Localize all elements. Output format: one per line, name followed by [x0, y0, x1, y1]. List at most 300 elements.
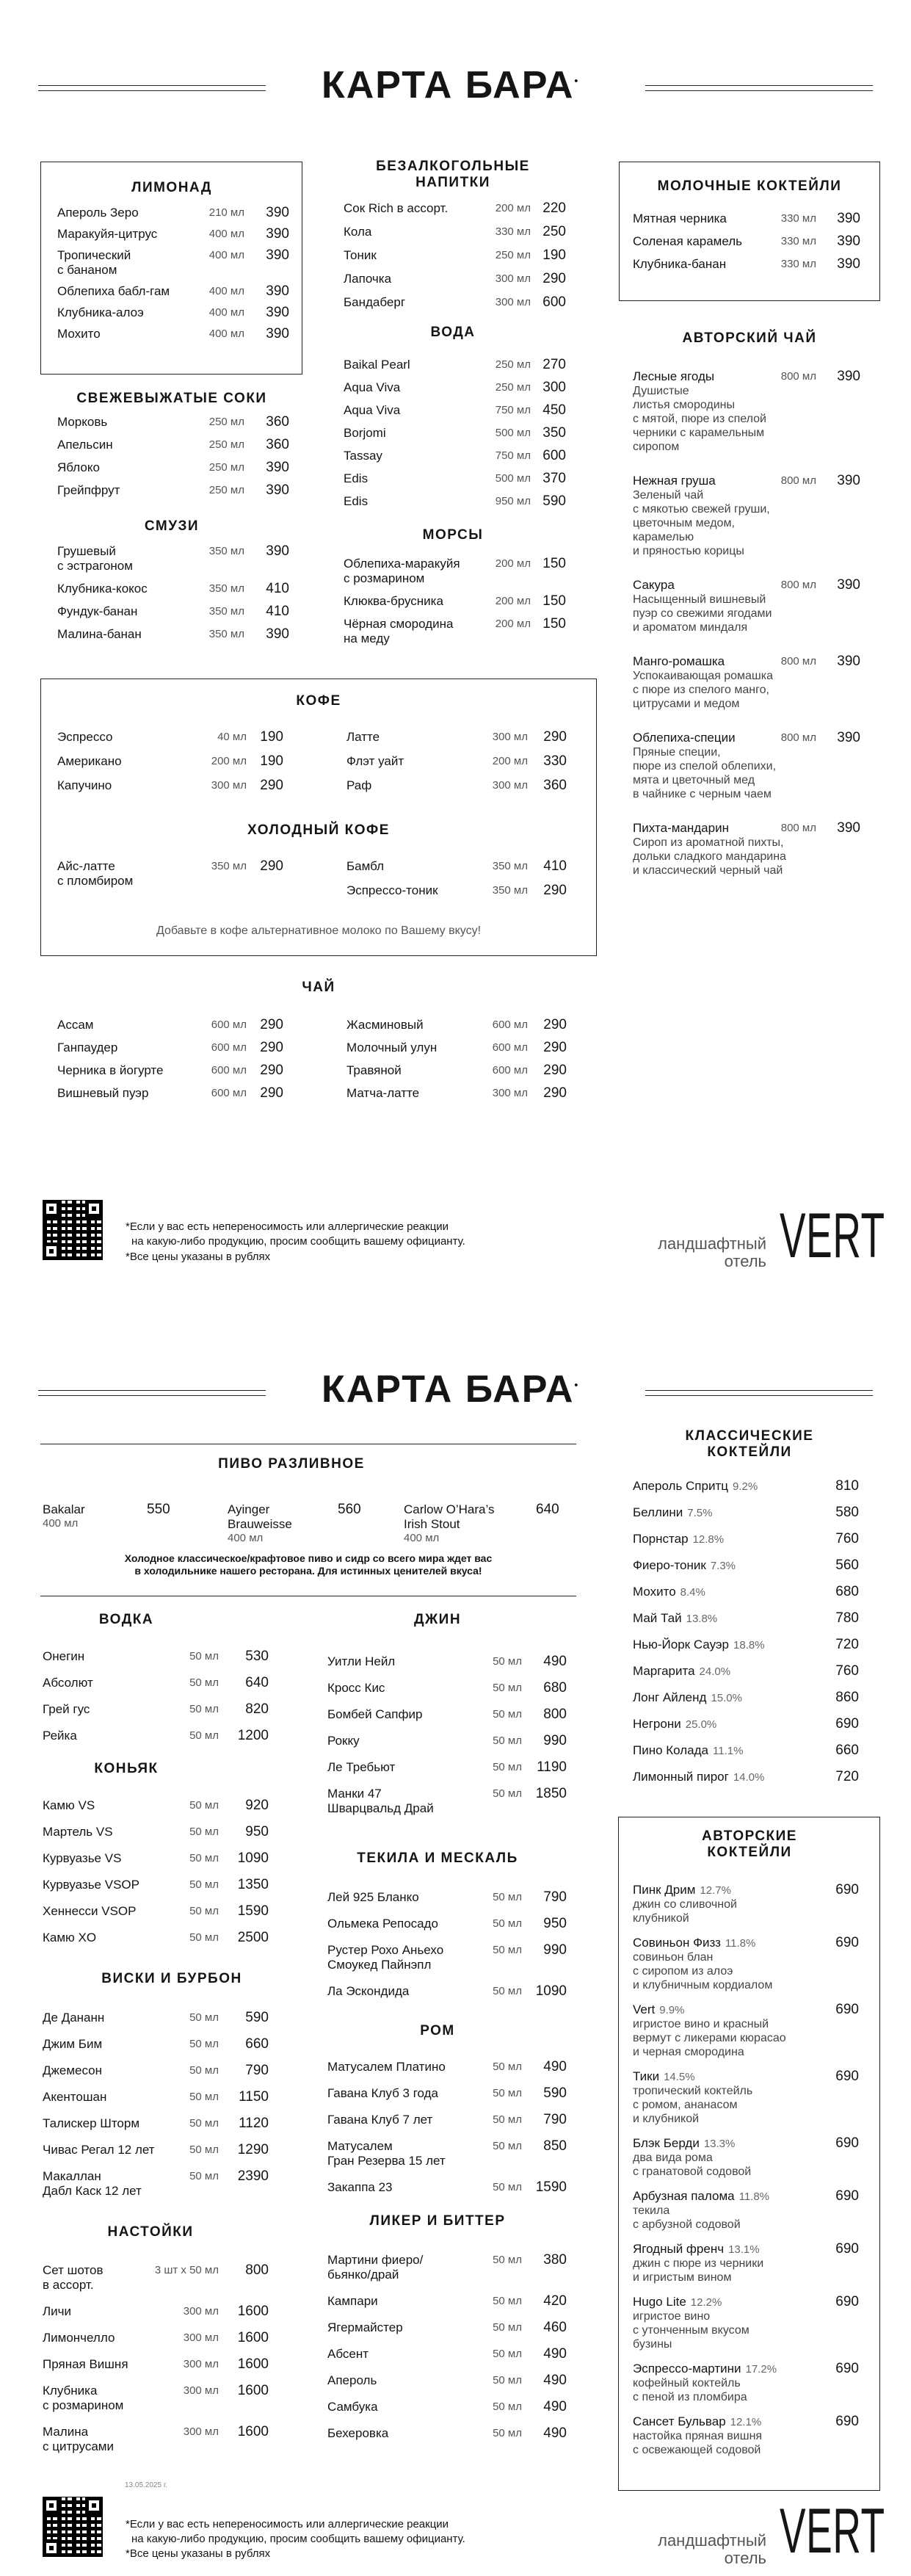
item-volume: 300 мл [211, 779, 247, 792]
item-price: 1600 [237, 2330, 269, 2345]
item-name: Сансет Бульвар 12.1% [633, 2414, 762, 2428]
item-price: 1350 [237, 1877, 269, 1892]
item-price: 600 [542, 294, 566, 310]
prices-note: *Все цены указаны в рублях [126, 1251, 271, 1263]
item-name: Талискер Шторм [43, 2116, 140, 2130]
item-price: 690 [835, 2069, 859, 2084]
item-description: Пряные специи, пюре из спелой облепихи, мята и цветочный мед в чайнике с черным чаем [633, 746, 777, 800]
item-name: Черника в йогурте [57, 1063, 164, 1077]
item-name: Ле Требьют [327, 1760, 396, 1774]
item-name: Пинк Дрим 12.7% [633, 1883, 731, 1897]
item-name: Edis [344, 471, 369, 485]
item-price: 660 [835, 1743, 859, 1758]
item-volume: 250 мл [208, 484, 244, 496]
item-price: 720 [835, 1769, 859, 1784]
item-price: 220 [542, 200, 566, 216]
item-volume: 300 мл [492, 731, 528, 743]
item-volume: 200 мл [492, 755, 528, 767]
item-price: 800 [543, 1707, 567, 1722]
item-name: Bakalar [43, 1502, 85, 1516]
item-name: Уитли Нейл [327, 1654, 396, 1668]
item-volume: 750 мл [495, 404, 531, 416]
item-volume: 300 мл [495, 272, 531, 285]
item-abv: 24.0% [699, 1665, 731, 1678]
item-price: 490 [543, 2373, 567, 2388]
item-name: Самбука [327, 2400, 378, 2414]
item-name: Aqua Viva [344, 403, 401, 417]
item-price: 390 [837, 256, 860, 272]
item-price: 290 [543, 1040, 567, 1055]
item-volume: 50 мл [493, 1682, 522, 1694]
item-price: 290 [260, 1063, 283, 1078]
item-price: 530 [245, 1649, 269, 1664]
item-name: Мартель VS [43, 1825, 113, 1839]
item-volume: 50 мл [493, 2400, 522, 2413]
item-name: Рейка [43, 1729, 77, 1743]
item-name: Закаппа 23 [327, 2180, 393, 2194]
item-name: Апероль Спритц 9.2% [633, 1479, 758, 1493]
item-abv: 7.3% [710, 1560, 736, 1572]
coffee-note: Добавьте в кофе альтернативное молоко по Вашему вкусу! [156, 925, 482, 937]
item-name: Aqua Viva [344, 380, 401, 394]
item-name: Эспрессо-тоник [346, 883, 438, 897]
item-name: Пихта-мандарин [633, 821, 729, 835]
item-name: Апероль Зеро [57, 206, 139, 220]
item-volume: 800 мл [780, 370, 816, 383]
item-name: Baikal Pearl [344, 358, 410, 372]
item-abv: 11.8% [725, 1937, 756, 1950]
item-name: Негрони 25.0% [633, 1717, 717, 1731]
item-name: Мятная черника [633, 211, 727, 225]
item-price: 190 [260, 753, 283, 769]
item-volume: 50 мл [493, 1787, 522, 1800]
section-heading: ДЖИН [413, 1612, 462, 1627]
item-abv: 8.4% [680, 1586, 705, 1599]
item-volume: 350 мл [208, 605, 244, 618]
item-price: 1600 [237, 2383, 269, 2398]
item-price: 560 [835, 1557, 859, 1573]
item-volume: 50 мл [493, 1891, 522, 1903]
item-name: Курвуазье VSOP [43, 1878, 139, 1892]
item-name: Сакура [633, 578, 675, 592]
item-abv: 12.7% [700, 1884, 731, 1897]
item-price: 410 [266, 604, 289, 619]
item-volume: 400 мл [208, 285, 244, 297]
item-name: Сок Rich в ассорт. [344, 201, 449, 215]
item-name: Клюква-брусника [344, 594, 443, 608]
item-name: Манго-ромашка [633, 654, 725, 668]
item-name: Абсент [327, 2347, 369, 2361]
item-name: Эспрессо-мартини 17.2% [633, 2362, 777, 2376]
item-price: 810 [835, 1478, 859, 1494]
item-name: Тропический с бананом [57, 248, 131, 277]
item-name: Тики 14.5% [633, 2069, 695, 2083]
item-name: Маргарита 24.0% [633, 1664, 731, 1678]
section-heading: БЕЗАЛКОГОЛЬНЫЕ НАПИТКИ [376, 159, 530, 190]
item-volume: 50 мл [189, 1852, 219, 1864]
item-price: 290 [260, 858, 283, 874]
item-volume: 330 мл [495, 225, 531, 238]
item-abv: 17.2% [745, 2363, 777, 2376]
item-name: Лесные ягоды [633, 369, 715, 383]
item-name: Раф [346, 778, 372, 792]
item-volume: 250 мл [208, 416, 244, 428]
item-name: Манки 47 Шварцвальд Драй [327, 1787, 434, 1815]
item-volume: 200 мл [211, 755, 247, 767]
item-price: 680 [543, 1680, 567, 1696]
item-price: 1600 [237, 2424, 269, 2439]
item-price: 290 [543, 883, 567, 898]
item-abv: 9.2% [733, 1480, 758, 1493]
item-description: Успокаивающая ромашка с пюре из спелого манго, цитрусами и медом [633, 670, 774, 710]
item-description: текила с арбузной содовой [633, 2204, 741, 2231]
item-abv: 13.8% [686, 1613, 718, 1625]
item-abv: 12.8% [692, 1533, 725, 1546]
item-volume: 50 мл [189, 2091, 219, 2103]
item-name: Ганпаудер [57, 1041, 118, 1054]
item-volume: 50 мл [189, 2064, 219, 2077]
item-price: 640 [245, 1675, 269, 1690]
item-name: Бандаберг [344, 295, 406, 309]
item-price: 290 [543, 729, 567, 745]
item-price: 390 [837, 654, 860, 669]
item-name: Клубника с розмарином [43, 2384, 124, 2412]
item-name: Яблоко [57, 460, 100, 474]
item-volume: 250 мл [208, 461, 244, 474]
item-volume: 250 мл [208, 438, 244, 451]
item-volume: 600 мл [211, 1041, 247, 1054]
qr-code[interactable] [43, 1200, 103, 1260]
item-price: 290 [260, 1017, 283, 1032]
item-abv: 14.0% [733, 1771, 765, 1784]
item-name: Соленая карамель [633, 234, 743, 248]
item-volume: 330 мл [780, 235, 816, 247]
item-name: Макаллан Дабл Каск 12 лет [43, 2169, 142, 2198]
item-volume: 330 мл [780, 212, 816, 225]
item-price: 720 [835, 1637, 859, 1652]
item-name: Клубника-кокос [57, 582, 148, 596]
item-volume: 350 мл [492, 884, 528, 897]
item-price: 390 [266, 482, 289, 498]
section-heading: АВТОРСКИЙ ЧАЙ [682, 330, 817, 346]
item-name: Совиньон Физз 11.8% [633, 1936, 756, 1950]
item-volume: 800 мл [780, 822, 816, 834]
prices-note-2: *Все цены указаны в рублях [126, 2547, 271, 2560]
item-name: Флэт уайт [346, 754, 404, 768]
coffee-box [40, 679, 597, 956]
item-price: 690 [835, 2135, 859, 2151]
qr-code-2[interactable] [43, 2497, 103, 2557]
item-volume: 3 шт х 50 мл [154, 2264, 219, 2276]
item-name: Edis [344, 494, 369, 508]
item-name: Травяной [346, 1063, 402, 1077]
item-volume: 50 мл [493, 2254, 522, 2266]
item-name: Чёрная смородина на меду [344, 617, 454, 645]
item-volume: 350 мл [208, 628, 244, 640]
item-price: 1850 [535, 1786, 567, 1801]
item-volume: 600 мл [211, 1087, 247, 1099]
item-name: Бехеровка [327, 2426, 389, 2440]
item-name: Капучино [57, 778, 112, 792]
item-volume: 50 мл [493, 2113, 522, 2126]
item-price: 690 [835, 1716, 859, 1732]
item-price: 390 [837, 730, 860, 745]
item-name: Ayinger Brauweisse [228, 1502, 292, 1531]
item-price: 190 [542, 247, 566, 263]
item-price: 390 [837, 473, 860, 488]
item-name: Tassay [344, 449, 382, 463]
item-name: Тоник [344, 248, 377, 262]
title-rule-right [645, 85, 873, 91]
item-price: 1200 [237, 1728, 269, 1743]
item-price: 390 [266, 305, 289, 320]
beer-note: Холодное классическое/крафтовое пиво и сидр со всего мира ждет вас в холодильнике нашего ресторана. Для истинных ценителей вкуса! [124, 1552, 493, 1577]
item-volume: 300 мл [183, 2305, 219, 2318]
item-price: 290 [542, 271, 566, 286]
item-name: Сет шотов в ассорт. [43, 2263, 104, 2292]
item-name: Порнстар 12.8% [633, 1532, 725, 1546]
section-heading: ПИВО РАЗЛИВНОЕ [218, 1456, 365, 1472]
item-price: 150 [542, 556, 566, 571]
item-volume: 950 мл [495, 495, 531, 507]
item-abv: 14.5% [664, 2071, 695, 2083]
item-name: Фиеро-тоник 7.3% [633, 1558, 736, 1572]
item-price: 290 [543, 1017, 567, 1032]
item-description: игристое вино и красный вермут с ликерами кюрасао и черная смородина [633, 2018, 786, 2058]
item-price: 410 [543, 858, 567, 874]
item-price: 390 [266, 543, 289, 559]
item-volume: 600 мл [492, 1019, 528, 1031]
item-name: Облепиха-маракуйя с розмарином [344, 557, 460, 585]
section-heading: МОРСЫ [422, 527, 484, 543]
item-abv: 9.9% [659, 2004, 685, 2016]
item-abv: 18.8% [733, 1639, 765, 1651]
section-heading: ТЕКИЛА И МЕСКАЛЬ [357, 1850, 518, 1866]
item-name: Кампари [327, 2294, 378, 2308]
section-heading: ЛИКЕР И БИТТЕР [369, 2213, 506, 2229]
item-name: Блэк Берди 13.3% [633, 2136, 736, 2150]
section-heading: МОЛОЧНЫЕ КОКТЕЙЛИ [657, 178, 842, 194]
item-volume: 200 мл [495, 595, 531, 607]
item-price: 390 [266, 460, 289, 475]
brand-subtitle-2: ландшафтный отель [658, 2531, 766, 2567]
item-volume: 50 мл [189, 1729, 219, 1742]
item-price: 1120 [239, 2116, 269, 2131]
item-volume: 50 мл [189, 1799, 219, 1812]
section-heading: КОНЬЯК [94, 1761, 159, 1776]
section-heading: ВОДА [430, 325, 476, 340]
item-name: Облепиха бабл-гам [57, 284, 170, 298]
item-name: Ла Эскондида [327, 1984, 410, 1998]
item-volume: 40 мл [217, 731, 247, 743]
item-volume: 400 мл [208, 249, 244, 261]
item-price: 420 [543, 2293, 567, 2309]
item-name: Рокку [327, 1734, 360, 1748]
item-price: 450 [542, 402, 566, 418]
item-name: Мартини фиеро/ бьянко/драй [327, 2253, 424, 2282]
item-name: Грей гус [43, 1702, 90, 1716]
item-volume: 250 мл [495, 381, 531, 394]
item-price: 190 [260, 729, 283, 745]
item-price: 370 [542, 471, 566, 486]
item-name: Фундук-банан [57, 604, 138, 618]
item-volume: 50 мл [493, 2348, 522, 2360]
item-name: Лонг Айленд 15.0% [633, 1690, 742, 1704]
item-name: Личи [43, 2304, 72, 2318]
item-volume: 300 мл [183, 2331, 219, 2344]
item-name: Морковь [57, 415, 108, 429]
item-volume: 50 мл [493, 2374, 522, 2387]
item-price: 330 [543, 753, 567, 769]
item-volume: 800 мл [780, 731, 816, 744]
item-price: 290 [260, 778, 283, 793]
item-name: Лимончелло [43, 2331, 115, 2345]
section-heading: ВОДКА [98, 1612, 154, 1627]
item-volume: 200 мл [495, 618, 531, 630]
item-name: Borjomi [344, 426, 386, 440]
item-name: Пино Колада 11.1% [633, 1743, 744, 1757]
item-volume: 50 мл [189, 1878, 219, 1891]
item-volume: 50 мл [189, 2117, 219, 2130]
item-name: Жасминовый [346, 1018, 424, 1032]
item-price: 1190 [537, 1759, 567, 1775]
item-name: Американо [57, 754, 122, 768]
item-volume: 250 мл [495, 249, 531, 261]
item-name: Грушевый с эстрагоном [57, 544, 133, 573]
item-price: 390 [266, 205, 289, 220]
section-heading: КОФЕ [296, 693, 341, 709]
item-price: 390 [266, 326, 289, 341]
item-price: 390 [266, 247, 289, 263]
item-name: Нежная груша [633, 474, 716, 488]
item-name: Hugo Lite 12.2% [633, 2295, 722, 2309]
item-price: 360 [266, 414, 289, 430]
item-price: 580 [835, 1505, 859, 1520]
item-abv: 12.2% [690, 2296, 722, 2309]
item-description: джин с пюре из черники и игристым вином [633, 2257, 764, 2284]
item-price: 640 [536, 1502, 559, 1517]
item-volume: 50 мл [189, 2011, 219, 2024]
item-price: 820 [245, 1701, 269, 1717]
item-abv: 12.1% [730, 2416, 762, 2428]
item-name: Гавана Клуб 7 лет [327, 2113, 433, 2127]
item-name: Клубника-банан [633, 257, 727, 271]
brand-subtitle: ландшафтный отель [658, 1234, 766, 1270]
item-name: Ягермайстер [327, 2320, 403, 2334]
item-price: 490 [543, 2425, 567, 2441]
item-volume: 400 мл [208, 328, 244, 340]
item-name: Абсолют [43, 1676, 93, 1690]
item-name: Чивас Регал 12 лет [43, 2143, 155, 2157]
item-price: 850 [543, 2138, 567, 2154]
item-volume: 800 мл [780, 579, 816, 591]
item-name: Молочный улун [346, 1041, 438, 1054]
item-price: 390 [837, 234, 860, 249]
allergy-note: *Если у вас есть непереносимость или аллергические реакции на какую-либо продукцию, просим сообщить вашему официанту. [126, 1220, 465, 1248]
item-name: Латте [346, 730, 380, 744]
item-price: 1590 [237, 1903, 269, 1919]
item-volume: 330 мл [780, 258, 816, 270]
item-volume: 50 мл [189, 2143, 219, 2156]
item-volume: 800 мл [780, 655, 816, 667]
item-name: Ольмека Репосадо [327, 1917, 438, 1931]
item-volume: 50 мл [493, 2295, 522, 2307]
title-rule-right-2 [645, 1390, 873, 1396]
item-name: Матча-латте [346, 1086, 420, 1100]
item-price: 490 [543, 2399, 567, 2414]
section-heading: ВИСКИ И БУРБОН [101, 1971, 242, 1986]
item-name: Эспрессо [57, 730, 113, 744]
item-volume: 50 мл [493, 2427, 522, 2439]
item-description: Сироп из ароматной пихты, дольки сладкого мандарина и классический черный чай [633, 836, 786, 877]
item-price: 590 [543, 2085, 567, 2101]
item-volume: 400 мл [208, 228, 244, 240]
item-name: Онегин [43, 1649, 85, 1663]
item-name: Бомбей Сапфир [327, 1707, 423, 1721]
item-name: Vert 9.9% [633, 2002, 685, 2016]
item-price: 690 [835, 2294, 859, 2309]
item-price: 790 [543, 1889, 567, 1905]
item-name: Арбузная палома 11.8% [633, 2189, 770, 2203]
item-abv: 13.1% [728, 2243, 760, 2256]
item-price: 390 [266, 283, 289, 299]
item-price: 690 [835, 2241, 859, 2257]
item-volume: 50 мл [189, 1676, 219, 1689]
item-name: Апероль [327, 2373, 377, 2387]
item-price: 690 [835, 1935, 859, 1950]
item-name: Ассам [57, 1018, 94, 1032]
item-price: 1600 [237, 2356, 269, 2372]
item-price: 1150 [239, 2089, 269, 2105]
item-price: 660 [245, 2036, 269, 2052]
item-price: 590 [542, 493, 566, 509]
item-name: Маракуйя-цитрус [57, 227, 158, 241]
item-volume: 300 мл [492, 779, 528, 792]
item-name: Лимонный пирог 14.0% [633, 1770, 765, 1784]
item-price: 950 [245, 1824, 269, 1839]
item-price: 560 [338, 1502, 361, 1517]
item-volume: 50 мл [189, 2170, 219, 2182]
item-volume: 600 мл [492, 1041, 528, 1054]
item-name: Хеннесси VSOP [43, 1904, 137, 1918]
item-price: 300 [542, 380, 566, 395]
item-price: 490 [543, 1654, 567, 1669]
item-abv: 11.8% [738, 2190, 770, 2203]
brand-logo: VERT [780, 1201, 885, 1271]
section-heading: АВТОРСКИЕ КОКТЕЙЛИ [702, 1828, 797, 1860]
item-volume: 50 мл [493, 2061, 522, 2073]
item-volume: 400 мл [228, 1532, 264, 1544]
section-heading: ХОЛОДНЫЙ КОФЕ [247, 822, 390, 838]
item-name: Лапочка [344, 272, 392, 286]
item-name: Carlow O’Hara’s Irish Stout [404, 1502, 495, 1531]
title-rule-left-2 [38, 1390, 266, 1396]
item-price: 150 [542, 616, 566, 632]
item-volume: 50 мл [493, 1655, 522, 1668]
item-name: Кросс Кис [327, 1681, 385, 1695]
item-price: 1290 [237, 2142, 269, 2157]
item-volume: 300 мл [492, 1087, 528, 1099]
item-volume: 400 мл [208, 306, 244, 319]
item-volume: 50 мл [189, 1650, 219, 1663]
item-price: 690 [835, 2188, 859, 2204]
item-volume: 300 мл [183, 2425, 219, 2438]
item-volume: 210 мл [208, 206, 244, 219]
item-price: 270 [542, 357, 566, 372]
item-name: Айс-латте с пломбиром [57, 859, 134, 888]
item-price: 490 [543, 2059, 567, 2074]
item-volume: 300 мл [183, 2358, 219, 2370]
